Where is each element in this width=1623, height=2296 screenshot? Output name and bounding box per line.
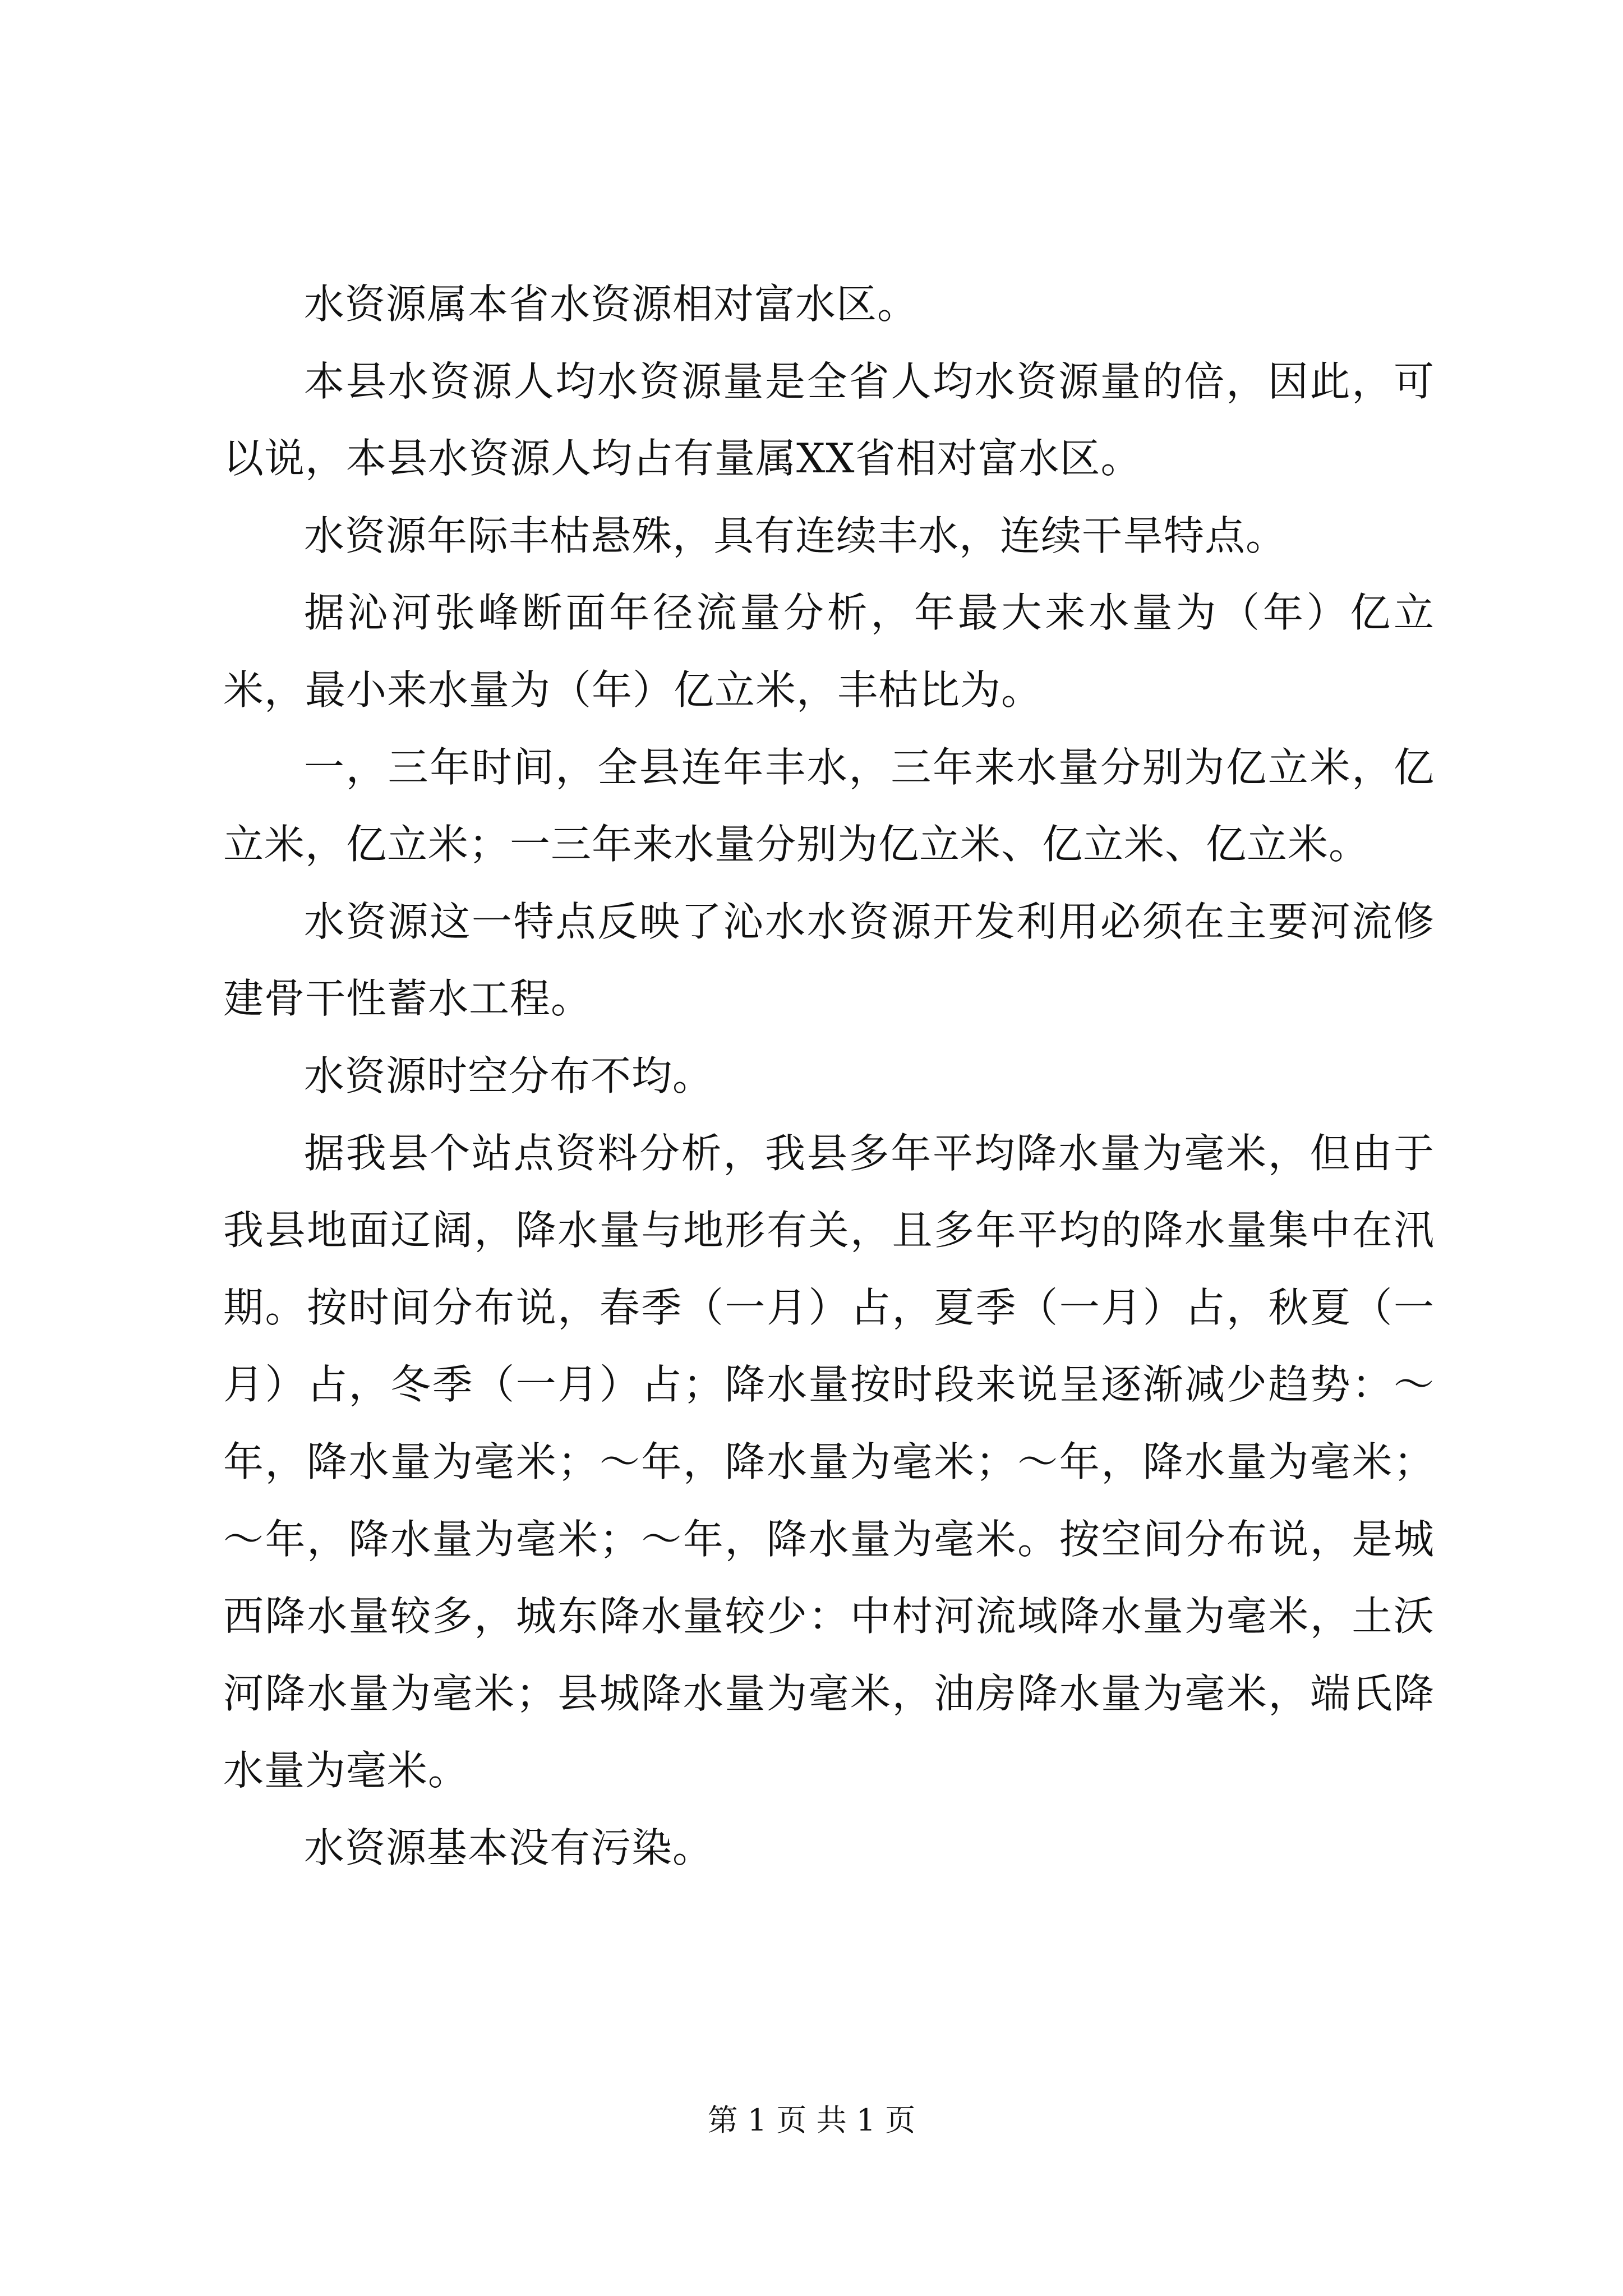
paragraph: 水资源时空分布不均。: [304, 1052, 714, 1099]
paragraph: 据沁河张峰断面年径流量分析，年最大来水量为（年）亿立米，最小来水量为（年）亿立米，丰枯比为。: [223, 589, 1435, 714]
paragraph: 水资源基本没有污染。: [304, 1824, 714, 1871]
document-body: [223, 266, 1435, 1887]
paragraph: 水资源年际丰枯悬殊，具有连续丰水，连续干旱特点。: [304, 512, 1287, 559]
page-footer: 第 1 页 共 1 页: [707, 2102, 916, 2138]
paragraph: 本县水资源人均水资源量是全省人均水资源量的倍，因此，可以说，本县水资源人均占有量属XX省相对富水区。: [223, 357, 1435, 482]
paragraph: 水资源属本省水资源相对富水区。: [304, 280, 919, 328]
paragraph: 水资源这一特点反映了沁水水资源开发利用必须在主要河流修建骨干性蓄水工程。: [223, 898, 1435, 1023]
paragraph: 一，三年时间，全县连年丰水，三年来水量分别为亿立米，亿立米，亿立米；一三年来水量分别为亿立米、亿立米、亿立米。: [223, 743, 1435, 868]
paragraph: 据我县个站点资料分析，我县多年平均降水量为毫米，但由于我县地面辽阔，降水量与地形有关，且多年平均的降水量集中在汛期。按时间分布说，春季（一月）占，夏季（一月）占，秋夏（一月）占，冬季（一月）占；降水量按时段来说呈逐渐减少趋势：～年，降水量为毫米；～年，降水量为毫米；～年，降水量为毫米；～年，降水量为毫米；～年，降水量为毫米。按空间分布说，是城西降水量较多，城东降水量较少：中村河流域降水量为毫米，土沃河降水量为毫米；县城降水量为毫米，油房降水量为毫米，端氏降水量为毫米。: [223, 1129, 1435, 1795]
